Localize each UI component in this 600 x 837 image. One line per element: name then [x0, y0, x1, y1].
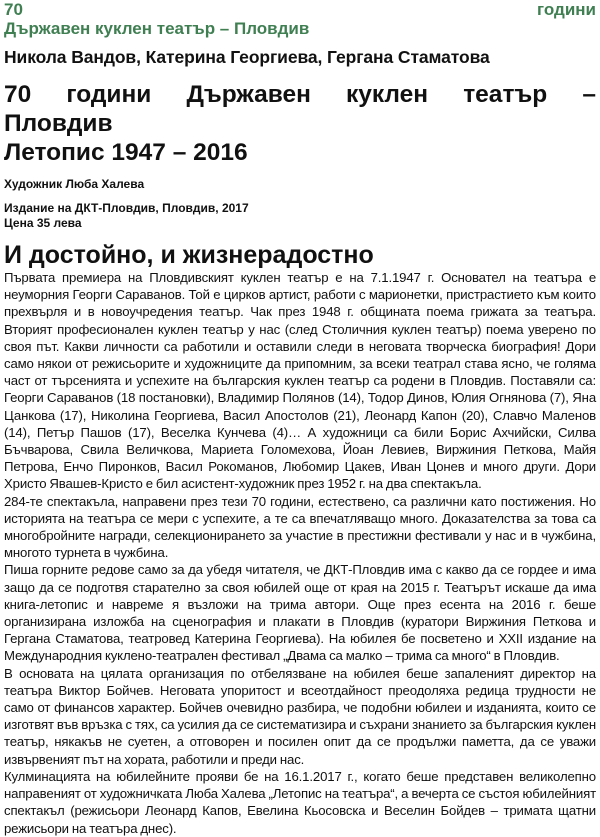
- title-word: куклен: [345, 81, 429, 108]
- header-years: години: [537, 0, 596, 19]
- header-subtitle: Държавен куклен театър – Пловдив: [4, 19, 310, 38]
- running-header: [4, 0, 596, 38]
- price: Цена 35 лева: [4, 216, 82, 230]
- paragraph: 284-те спектакъла, направени през тези 70 години, естествено, са различни като постижения. Но историята на театъра се мери с успехите, а те са впечатляващо много. Доказателства за това са многобройните награди, селекционирането за участие в престижни фестивали у нас и в чужбина, многото турнета в чужбина.: [4, 493, 596, 561]
- artist-credit: Художник Люба Халева: [4, 177, 145, 191]
- book-title: [4, 80, 596, 167]
- header-number: 70: [4, 0, 23, 19]
- paragraph: Пиша горните редове само за да убедя читателя, че ДКТ-Пловдив има с какво да се гордее и има защо да се подготвя старателно за своя юбилей още от края на 2015 г. Театърът искаше да има книга-летопис и навреме я възложи на трима автори. Още през есента на 2016 г. беше организирана изложба на сценография и плакати в Пловдив (куратори Виржиния Петкова и Гергана Стаматова, театровед Катерина Георгиева). На юбилея бе посветено и XXII издание на Международния куклено-театрален фестивал „Двама са малко – трима са много“ в Пловдив.: [4, 562, 596, 664]
- paragraph: В основата на цялата организация по отбелязване на юбилея беше запаленият директор на театъра Виктор Бойчев. Неговата упоритост и всеотдайност преодоляха редица трудности не само от финансов характер. Бойчев очевидно разбира, че подобни юбилеи и изданията, които се изготвят във връзка с тях, са усилия да се систематизира и съхрани знанието за българския куклен театър, някакъв не суетен, а отговорен и посилен опит да се продължи паметта, да се уважи извървеният път на хората, работили и преди нас.: [4, 665, 596, 767]
- title-word: 70: [4, 81, 32, 108]
- book-title-line1: [4, 80, 596, 109]
- publication-info: [4, 201, 596, 231]
- paragraph: Първата премиера на Пловдивският куклен театър е на 7.1.1947 г. Основател на театъра е неуморния Георги Сараванов. Той е цирков артист, работи с марионетки, пристрастието към които прехвърля и в новоучредения театър. Чак през 1948 г. общината поема грижата за театъра. Вторият професионален куклен театър у нас (след Столичния куклен театър) поема уверено по своя път. Какви личности са работили и оставили следи в неговата творческа биография! Дори само някои от режисьорите и художниците да припомним, за всеки театрал става ясно, че голяма част от търсенията и успехите на българския куклен театър са родени в Пловдив. Поставяли са: Георги Сараванов (18 постановки), Владимир Полянов (14), Тодор Динов, Юлия Огнянова (7), Яна Цанкова (17), Николина Георгиева, Васил Апостолов (21), Леонард Капон (20), Славчо Маленов (14), Петър Пашов (17), Веселка Кунчева (4)… А художници са били Борис Ахчийски, Силва Бъчварова, Свила Величкова, Мариета Голомехова, Йоан Левиев, Виржиния Петкова, Майя Петрова, Енчо Пиронков, Васил Рокоманов, Любомир Цакев, Иван Цонев и много други. Дори Христо Явашев-Кристо е бил асистент-художник през 1952 г. на два спектакъла.: [4, 270, 596, 492]
- paragraph: Кулминацията на юбилейните прояви бе на 16.1.2017 г., когато беше представен великолепно направеният от художничката Люба Халева „Летопис на театъра“, а вечерта се състоя юбилейният спектакъл (режисьори Леонард Капов, Евелина Кьосовска и Веселин Бойдев – тримата щатни режисьори на театъра днес).: [4, 768, 596, 836]
- publisher: Издание на ДКТ-Пловдив, Пловдив, 2017: [4, 201, 249, 215]
- title-word: театър: [463, 81, 548, 108]
- book-title-line2: Пловдив: [4, 110, 113, 137]
- article-body: [4, 269, 596, 837]
- title-word: години: [66, 81, 152, 108]
- authors: Никола Вандов, Катерина Георгиева, Гергана Стаматова: [4, 47, 490, 67]
- title-word: –: [582, 81, 596, 108]
- book-title-line3: Летопис 1947 – 2016: [4, 139, 248, 166]
- article-title: И достойно, и жизнерадостно: [4, 241, 374, 269]
- title-word: Държавен: [186, 81, 311, 108]
